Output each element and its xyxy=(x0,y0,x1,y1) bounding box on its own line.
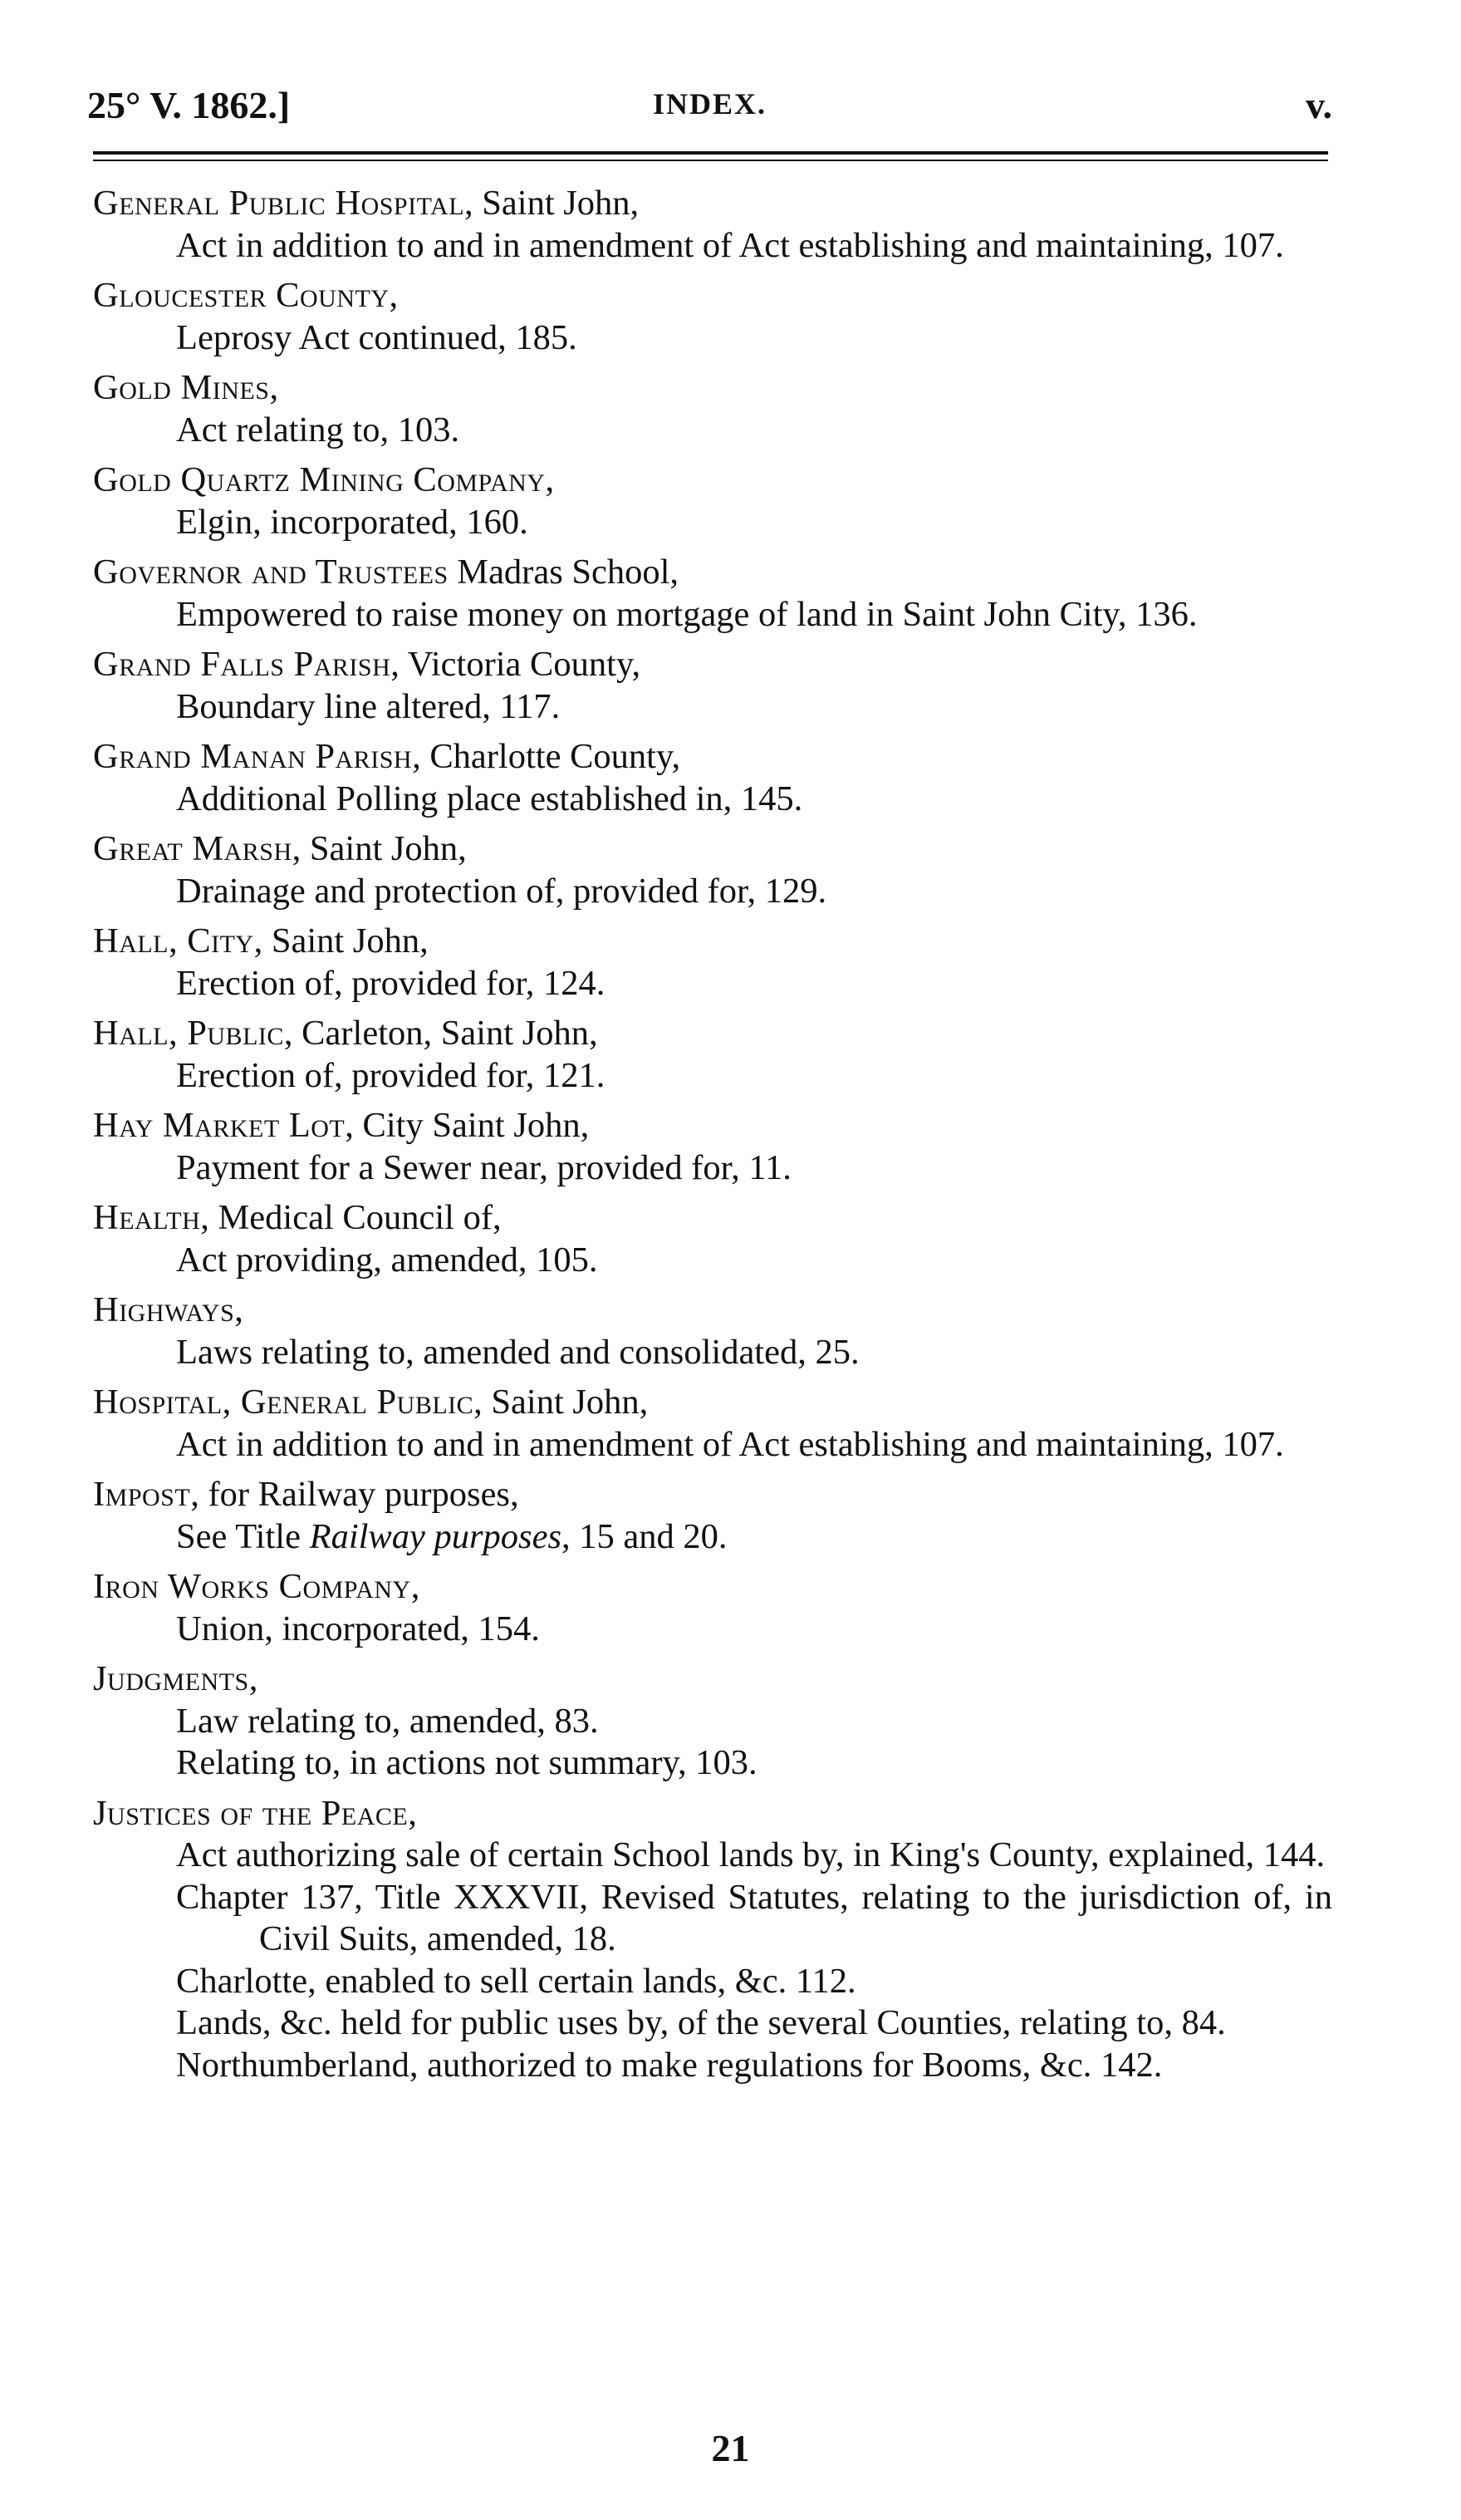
entry-heading-line xyxy=(93,1197,1332,1240)
index-entry xyxy=(93,459,1332,543)
entry-heading-rest: , City Saint John, xyxy=(345,1106,590,1145)
entry-heading-rest: , Saint John, xyxy=(292,829,467,868)
entry-heading-rest: , Carleton, Saint John, xyxy=(283,1014,598,1053)
entry-heading: Hall, City xyxy=(93,921,254,960)
subheading-italic-text: Railway purposes xyxy=(309,1516,562,1556)
index-entry xyxy=(93,1289,1332,1373)
entry-heading-line xyxy=(93,275,1332,317)
entry-heading: Judgments xyxy=(93,1659,249,1698)
index-entry xyxy=(93,1013,1332,1097)
entry-heading-line xyxy=(93,1382,1332,1424)
volume-year: 25° V. 1862.] xyxy=(87,84,291,126)
index-entry xyxy=(93,552,1332,636)
entry-subheading xyxy=(93,1516,1332,1559)
entry-subheading: Empowered to raise money on mortgage of land in Saint John City, 136. xyxy=(176,594,1198,634)
index-entry xyxy=(93,1474,1332,1558)
entry-heading-line xyxy=(93,644,1332,686)
entry-heading-rest: , xyxy=(408,1793,417,1833)
index-entry xyxy=(93,828,1332,912)
header-rule xyxy=(93,151,1328,155)
entry-heading-rest: , Saint John, xyxy=(253,921,429,960)
entry-subheading: Elgin, incorporated, 160. xyxy=(176,502,528,542)
entry-heading-line xyxy=(93,1105,1332,1147)
entry-heading: Impost xyxy=(93,1475,191,1514)
entry-heading-line xyxy=(93,1793,1332,1835)
entry-heading-line xyxy=(93,736,1332,779)
entry-subheading: Drainage and protection of, provided for, 129. xyxy=(176,871,827,911)
entry-heading-line xyxy=(93,1474,1332,1516)
entry-heading: General Public Hospital xyxy=(93,184,465,223)
entry-heading-line xyxy=(93,367,1332,410)
entry-heading-rest: , xyxy=(234,1290,243,1329)
index-entry xyxy=(93,1658,1332,1785)
entry-heading-rest: , xyxy=(248,1659,258,1698)
entry-heading-rest: , Medical Council of, xyxy=(200,1198,502,1237)
signature-folio: 21 xyxy=(711,2427,750,2469)
entry-heading: Gold Mines xyxy=(93,368,270,407)
entry-heading-line xyxy=(93,552,1332,594)
index-entry xyxy=(93,1566,1332,1650)
index-entry xyxy=(93,736,1332,820)
entry-heading: Great Marsh xyxy=(93,829,292,868)
entry-heading: Iron Works Company xyxy=(93,1567,411,1606)
entry-heading: Governor and Trustees xyxy=(93,553,449,592)
entry-heading: Justices of the Peace xyxy=(93,1793,409,1833)
index-entry xyxy=(93,367,1332,451)
index-entries xyxy=(93,183,1332,2095)
entry-heading-rest: , for Railway purposes, xyxy=(190,1475,519,1514)
page-number-roman: v. xyxy=(1306,84,1332,126)
entry-subheading: Chapter 137, Title XXXVII, Revised Statutes, relating to the jurisdiction of, in Civil Suits, amended, 18. xyxy=(176,1877,1332,1958)
entry-subheading: Payment for a Sewer near, provided for, 11. xyxy=(176,1147,792,1187)
entry-subheading: Northumberland, authorized to make regulations for Booms, &c. 142. xyxy=(176,2045,1163,2085)
entry-heading: Grand Manan Parish xyxy=(93,737,413,776)
entry-heading-rest: , Victoria County, xyxy=(390,645,641,684)
index-entry xyxy=(93,1382,1332,1466)
header-rule-thin xyxy=(93,160,1328,161)
entry-heading: Gloucester County xyxy=(93,276,390,315)
subheading-before-text: See Title xyxy=(176,1516,310,1556)
entry-subheading: Erection of, provided for, 124. xyxy=(176,963,605,1003)
entry-heading-rest: Madras School, xyxy=(448,553,679,592)
entry-heading: Grand Falls Parish xyxy=(93,645,391,684)
entry-subheading: Act relating to, 103. xyxy=(176,410,460,449)
entry-heading-line xyxy=(93,183,1332,225)
index-entry xyxy=(93,1793,1332,2087)
entry-subheading: Lands, &c. held for public uses by, of the several Counties, relating to, 84. xyxy=(176,2003,1226,2042)
entry-subheading: Law relating to, amended, 83. xyxy=(176,1701,599,1741)
entry-heading-line xyxy=(93,1289,1332,1332)
entry-subheading: Relating to, in actions not summary, 103. xyxy=(176,1743,757,1782)
entry-heading: Health xyxy=(93,1198,201,1237)
entry-subheading: Erection of, provided for, 121. xyxy=(176,1055,605,1095)
entry-heading-line xyxy=(93,1658,1332,1701)
index-entry xyxy=(93,275,1332,359)
index-entry xyxy=(93,1197,1332,1281)
entry-heading: Hospital, General Public xyxy=(93,1383,474,1422)
entry-subheading: Act authorizing sale of certain School lands by, in King's County, explained, 144. xyxy=(176,1835,1326,1874)
index-entry xyxy=(93,644,1332,728)
entry-heading-line xyxy=(93,828,1332,871)
entry-subheading: Boundary line altered, 117. xyxy=(176,686,561,726)
entry-heading-rest: , xyxy=(269,368,279,407)
entry-heading-rest: , xyxy=(389,276,399,315)
entry-heading-rest: , xyxy=(545,460,555,499)
entry-heading-rest: , xyxy=(410,1567,420,1606)
entry-subheading: Union, incorporated, 154. xyxy=(176,1609,540,1648)
entry-heading: Highways xyxy=(93,1290,235,1329)
entry-heading-line xyxy=(93,921,1332,963)
entry-heading: Hall, Public xyxy=(93,1014,284,1053)
entry-heading: Hay Market Lot xyxy=(93,1106,346,1145)
entry-subheading: Charlotte, enabled to sell certain lands, &c. 112. xyxy=(176,1961,856,2001)
index-entry xyxy=(93,183,1332,267)
page-title: INDEX. xyxy=(652,87,767,120)
entry-subheading: Act in addition to and in amendment of Act establishing and maintaining, 107. xyxy=(176,225,1284,265)
entry-heading-line xyxy=(93,1566,1332,1609)
entry-subheading: Additional Polling place established in, 145. xyxy=(176,779,803,818)
entry-subheading: Leprosy Act continued, 185. xyxy=(176,317,577,357)
subheading-after-text: , 15 and 20. xyxy=(561,1516,728,1556)
entry-heading-rest: , Saint John, xyxy=(473,1383,649,1422)
entry-subheading: Act in addition to and in amendment of Act establishing and maintaining, 107. xyxy=(176,1424,1284,1464)
entry-heading-line xyxy=(93,459,1332,502)
entry-heading: Gold Quartz Mining Company xyxy=(93,460,546,499)
entry-subheading: Act providing, amended, 105. xyxy=(176,1240,598,1280)
index-entry xyxy=(93,1105,1332,1189)
entry-heading-rest: , Saint John, xyxy=(464,184,640,223)
entry-subheading: Laws relating to, amended and consolidated, 25. xyxy=(176,1332,860,1372)
entry-heading-line xyxy=(93,1013,1332,1055)
running-head xyxy=(87,83,1332,141)
entry-heading-rest: , Charlotte County, xyxy=(412,737,681,776)
index-entry xyxy=(93,921,1332,1005)
